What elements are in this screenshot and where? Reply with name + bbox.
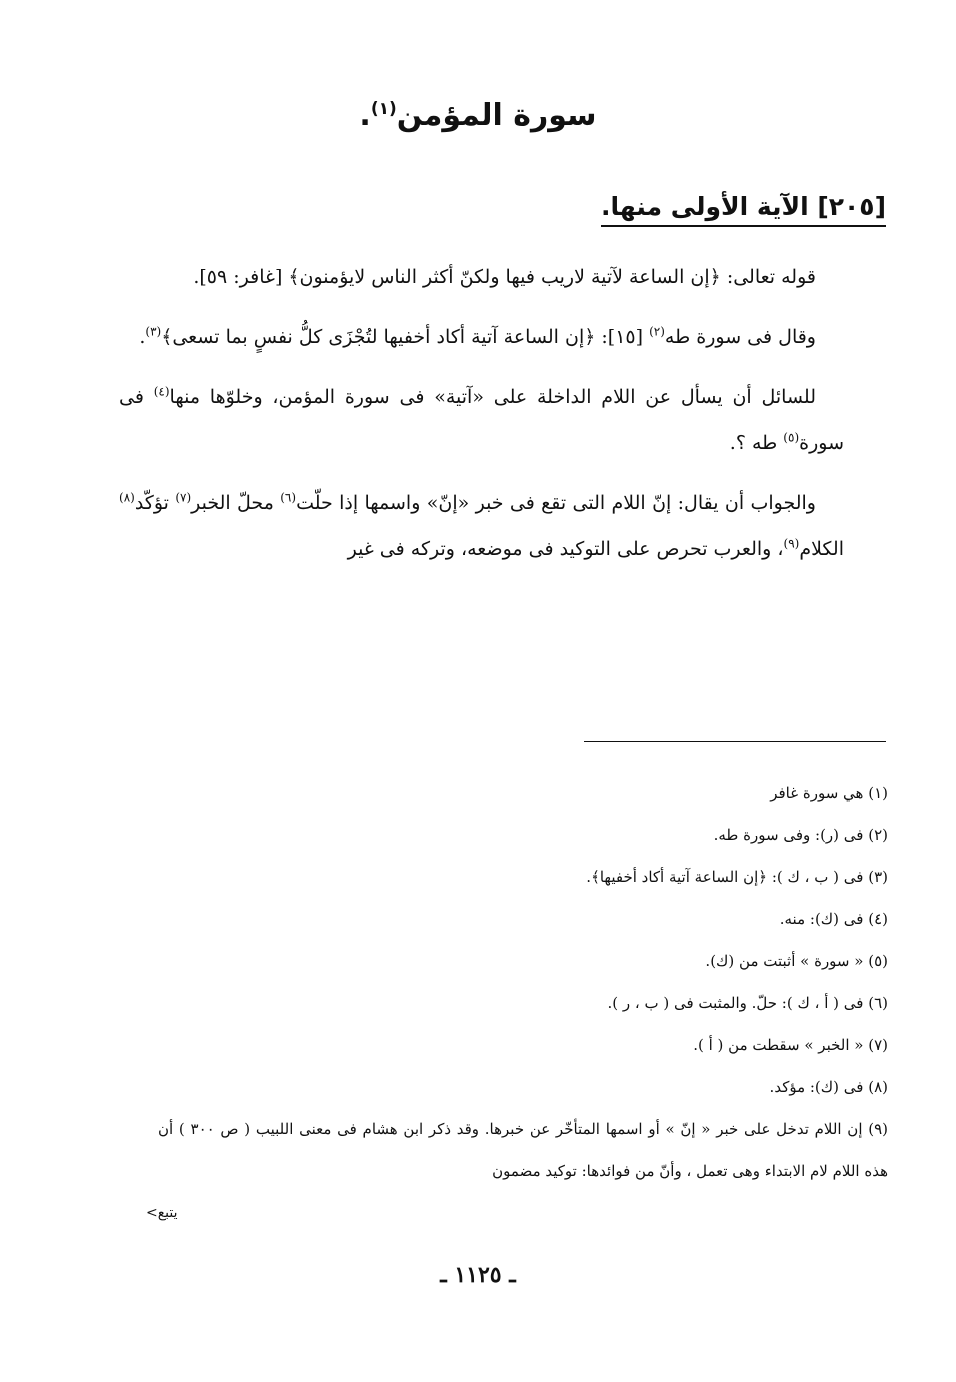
paragraph-text: ، والعرب تحرص على التوكيد فى موضعه، وتركه فى غير <box>347 538 784 560</box>
footnote-8: (٨) فى (ك): مؤكد. <box>769 1078 888 1096</box>
surah-title-footnote-marker: (١) <box>370 99 397 119</box>
paragraph-text: طه ؟. <box>729 432 784 454</box>
page-number: ـ ١١٢٥ ـ <box>440 1262 516 1288</box>
footnote-ref: (٣) <box>145 324 162 339</box>
footnote-ref: (٦) <box>280 490 297 505</box>
footnote-4: (٤) فى (ك): منه. <box>779 910 888 928</box>
paragraph-4 <box>119 480 844 572</box>
surah-title-period: . <box>359 98 371 133</box>
paragraph-text: والجواب أن يقال: إنّ اللام التى تقع فى خبر «إنّ» واسمها إذا حلّت <box>296 492 816 514</box>
paragraph-1 <box>119 254 844 300</box>
continued-marker <box>146 1205 178 1221</box>
footnote-1: (١) هي سورة غافر <box>770 784 888 802</box>
surah-title <box>0 98 956 133</box>
footnote-6: (٦) فى ( أ ، ك ): حلّ. والمثبت فى ( ب ، ر ). <box>607 994 888 1012</box>
footnote-ref: (٨) <box>119 490 135 505</box>
footnote-ref: (٢) <box>649 324 665 339</box>
continued-arrow-icon: > <box>146 1205 158 1221</box>
footnote-2: (٢) فى (ر): وفى سورة طه. <box>713 826 888 844</box>
footnote-ref: (٩) <box>783 536 800 551</box>
section-heading: [٢٠٥] الآية الأولى منها. <box>601 192 886 227</box>
paragraph-text: . <box>139 326 146 348</box>
footnote-ref: (٧) <box>175 490 192 505</box>
footnote-3: (٣) فى ( ب ، ك ): ﴿إن الساعة آتية أكاد أخفيها﴾. <box>586 868 888 886</box>
paragraph-text: للسائل أن يسأل عن اللام الداخلة على «آتية» فى سورة المؤمن، وخلوّها منها <box>169 386 816 408</box>
footnote-7: (٧) « الخبر » سقطت من ( أ ). <box>693 1036 888 1054</box>
paragraph-text: فى سورة <box>119 386 844 454</box>
footnote-divider <box>584 741 886 742</box>
paragraph-text: وقال فى سورة طه <box>664 326 816 348</box>
paragraph-text: قوله تعالى: ﴿إن الساعة لآتية لاريب فيها ولكنّ أكثر الناس لايؤمنون﴾ [غافر: ٥٩]. <box>193 266 816 288</box>
continued-label: يتبع <box>157 1205 178 1221</box>
footnotes <box>158 772 888 1192</box>
paragraph-text: تؤكّد <box>134 492 176 514</box>
paragraph-text: الكلام <box>799 538 844 560</box>
body-text <box>119 254 844 586</box>
paragraph-2 <box>119 314 844 360</box>
footnote-9: (٩) إن اللام تدخل على خبر « إنّ » أو اسمها المتأخّر عن خبرها. وقد ذكر ابن هشام فى معنى اللبيب ( ص ٣٠٠ ) أن هذه اللام لام الابتداء وهى تعمل ، وأنّ من فوائدها: توكيد مضمون <box>158 1120 888 1180</box>
paragraph-3 <box>119 374 844 466</box>
footnote-5: (٥) « سورة » أثبتت من (ك). <box>705 952 888 970</box>
footnote-ref: (٥) <box>783 430 800 445</box>
surah-title-text: سورة المؤمن <box>396 98 597 133</box>
footnote-ref: (٤) <box>153 384 170 399</box>
paragraph-text: [١٥]: ﴿إن الساعة آتية أكاد أخفيها لتُجْزَى كلُّ نفسٍ بما تسعى﴾ <box>161 326 650 348</box>
paragraph-text: محلّ الخبر <box>191 492 281 514</box>
